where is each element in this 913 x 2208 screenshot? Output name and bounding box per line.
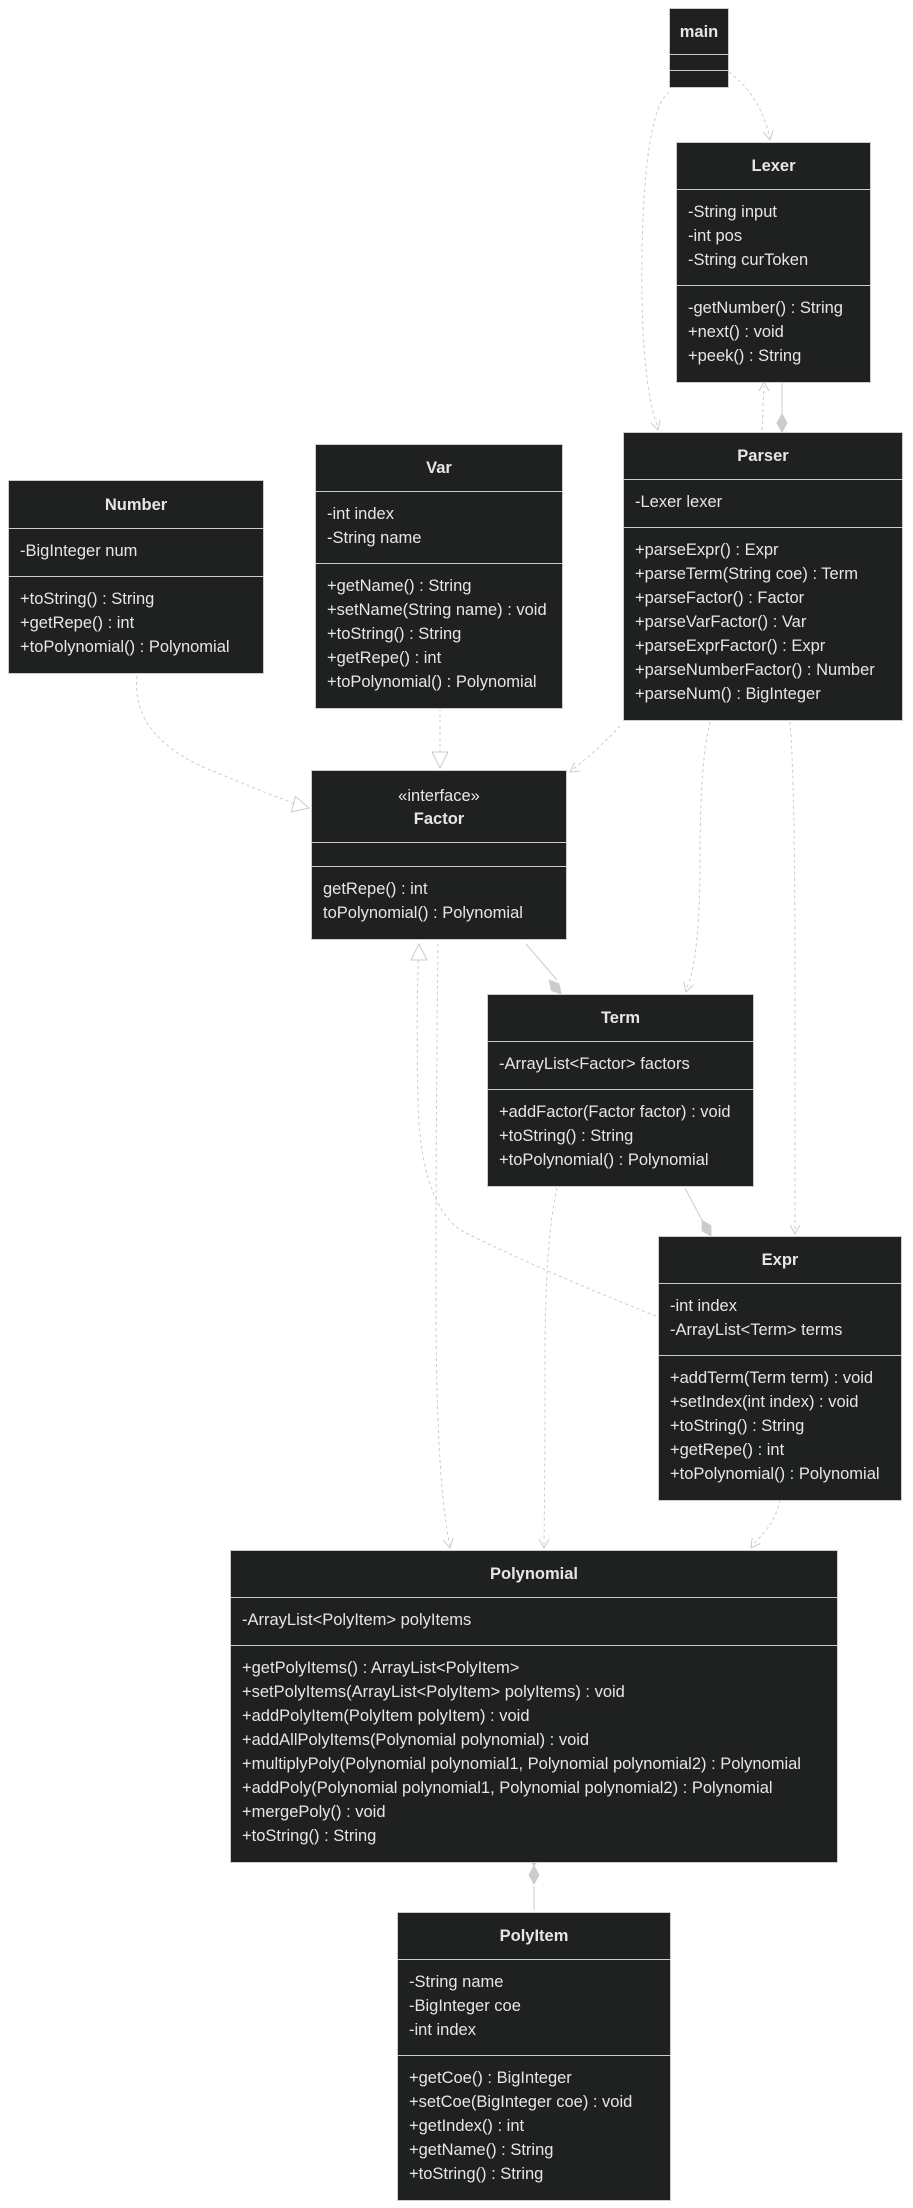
arrowhead-icon xyxy=(759,382,769,391)
class-name: Number xyxy=(104,495,168,514)
method-row: +setPolyItems(ArrayList<PolyItem> polyItems) : void xyxy=(242,1683,625,1701)
method-row: +mergePoly() : void xyxy=(242,1803,386,1821)
class-header xyxy=(670,9,728,55)
method-row: +toPolynomial() : Polynomial xyxy=(20,638,230,656)
class-header xyxy=(659,1237,901,1284)
attribute-row: -Lexer lexer xyxy=(635,493,723,511)
class-attributes-section xyxy=(677,190,870,286)
edge-term-to-polynomial-dependency-line xyxy=(544,1188,557,1546)
class-name: Var xyxy=(426,459,452,477)
class-box-expr[interactable] xyxy=(658,1236,902,1501)
method-row: +next() : void xyxy=(688,323,784,341)
class-box-main[interactable] xyxy=(669,8,729,88)
arrowhead-icon xyxy=(684,982,694,992)
class-methods-section xyxy=(231,1646,837,1862)
method-row: +peek() : String xyxy=(688,347,802,365)
class-methods-section xyxy=(670,71,728,87)
method-row: +getName() : String xyxy=(327,577,472,595)
class-box-var[interactable] xyxy=(315,444,563,709)
edge-factor-to-term-composition-line xyxy=(526,944,557,980)
class-box-parser[interactable] xyxy=(623,432,903,721)
arrowhead-icon xyxy=(539,1539,549,1548)
class-methods-section xyxy=(488,1090,753,1186)
class-attributes-section xyxy=(488,1042,753,1090)
method-row: +toString() : String xyxy=(670,1417,805,1435)
method-row: +getName() : String xyxy=(409,2141,554,2159)
method-row: +parseFactor() : Factor xyxy=(635,589,805,607)
attribute-row: -String name xyxy=(409,1973,504,1991)
method-row: +getCoe() : BigInteger xyxy=(409,2069,572,2087)
method-row: +addPolyItem(PolyItem polyItem) : void xyxy=(242,1707,530,1725)
method-row: -getNumber() : String xyxy=(688,299,843,317)
edge-expr-to-polynomial-dependency-line xyxy=(751,1500,780,1546)
attribute-row: -ArrayList<Term> terms xyxy=(670,1321,843,1339)
method-row: +addPoly(Polynomial polynomial1, Polynomial polynomial2) : Polynomial xyxy=(242,1779,773,1797)
class-methods-section xyxy=(624,528,902,720)
filled-diamond-icon xyxy=(529,1866,539,1884)
class-box-polyitem[interactable] xyxy=(397,1912,671,2201)
class-header xyxy=(398,1913,670,1960)
class-box-lexer[interactable] xyxy=(676,142,871,383)
class-header xyxy=(231,1551,837,1598)
attribute-row: -String input xyxy=(688,203,777,221)
class-header xyxy=(624,433,902,480)
class-header xyxy=(677,143,870,190)
class-name: Expr xyxy=(761,1251,799,1269)
method-row: +parseNum() : BigInteger xyxy=(635,685,821,703)
method-row: toPolynomial() : Polynomial xyxy=(323,904,523,922)
class-name: Lexer xyxy=(751,157,796,175)
method-row: +parseNumberFactor() : Number xyxy=(635,661,875,679)
edge-main-to-parser-dependency-line xyxy=(642,92,669,428)
edge-number-to-factor-realization-line xyxy=(136,676,307,808)
class-box-number[interactable] xyxy=(8,480,264,674)
method-row: +setCoe(BigInteger coe) : void xyxy=(409,2093,633,2111)
edge-parser-to-factor-dependency-line xyxy=(572,726,620,770)
class-header xyxy=(488,995,753,1042)
class-name: Factor xyxy=(413,809,465,828)
class-methods-section xyxy=(316,564,562,708)
filled-diamond-icon xyxy=(549,980,561,994)
class-attributes-section xyxy=(670,55,728,71)
method-row: +toPolynomial() : Polynomial xyxy=(327,673,537,691)
class-methods-section xyxy=(9,577,263,673)
hollow-triangle-icon xyxy=(432,752,448,768)
class-methods-section xyxy=(312,867,566,939)
edge-term-to-expr-composition-line xyxy=(685,1188,703,1222)
method-row: +addAllPolyItems(Polynomial polynomial) : void xyxy=(242,1731,590,1749)
class-name: Polynomial xyxy=(489,1565,579,1583)
arrowhead-icon xyxy=(751,1538,760,1548)
arrowhead-icon xyxy=(763,130,773,140)
class-box-factor[interactable] xyxy=(311,770,567,940)
method-row: +toString() : String xyxy=(242,1827,377,1845)
edge-parser-to-lexer-dependency-line xyxy=(762,386,764,430)
filled-diamond-icon xyxy=(702,1220,711,1236)
method-row: +multiplyPoly(Polynomial polynomial1, Polynomial polynomial2) : Polynomial xyxy=(242,1755,801,1773)
arrowhead-icon xyxy=(443,1538,453,1548)
attribute-row: -BigInteger num xyxy=(20,542,138,560)
class-name: PolyItem xyxy=(499,1927,569,1945)
class-name: Term xyxy=(600,1009,641,1027)
method-row: +parseVarFactor() : Var xyxy=(635,613,807,631)
class-box-term[interactable] xyxy=(487,994,754,1187)
method-row: +addFactor(Factor factor) : void xyxy=(499,1103,731,1121)
hollow-triangle-icon xyxy=(411,944,427,960)
method-row: +getRepe() : int xyxy=(670,1441,785,1459)
class-attributes-section xyxy=(312,843,566,867)
class-attributes-section xyxy=(659,1284,901,1356)
attribute-row: -String curToken xyxy=(688,251,809,269)
method-row: +toString() : String xyxy=(20,590,155,608)
attribute-row: -BigInteger coe xyxy=(409,1997,521,2015)
method-row: +getRepe() : int xyxy=(20,614,135,632)
class-methods-section xyxy=(398,2056,670,2200)
class-stereotype: «interface» xyxy=(398,786,480,805)
class-name: main xyxy=(679,22,719,41)
class-attributes-section xyxy=(624,480,902,528)
method-row: +setIndex(int index) : void xyxy=(670,1393,859,1411)
attribute-row: -int index xyxy=(670,1297,737,1315)
method-row: +toPolynomial() : Polynomial xyxy=(499,1151,709,1169)
edge-parser-to-term-dependency-line xyxy=(686,722,710,990)
class-box-polynomial[interactable] xyxy=(230,1550,838,1863)
arrowhead-icon xyxy=(790,1225,800,1234)
method-row: +parseExpr() : Expr xyxy=(635,541,779,559)
arrowhead-icon xyxy=(570,763,580,772)
class-header xyxy=(9,481,263,529)
class-header xyxy=(316,445,562,492)
attribute-row: -String name xyxy=(327,529,422,547)
attribute-row: -int index xyxy=(409,2021,476,2039)
method-row: +setName(String name) : void xyxy=(327,601,547,619)
class-attributes-section xyxy=(231,1598,837,1646)
arrowhead-icon xyxy=(651,420,661,430)
edge-parser-to-expr-dependency-line xyxy=(790,722,795,1232)
method-row: +getRepe() : int xyxy=(327,649,442,667)
method-row: +toString() : String xyxy=(409,2165,544,2183)
filled-diamond-icon xyxy=(777,414,787,432)
class-name: Parser xyxy=(737,447,789,465)
class-methods-section xyxy=(659,1356,901,1500)
attribute-row: -int pos xyxy=(688,227,743,245)
method-row: +toString() : String xyxy=(499,1127,634,1145)
hollow-triangle-icon xyxy=(292,796,309,812)
method-row: +addTerm(Term term) : void xyxy=(670,1369,874,1387)
class-attributes-section xyxy=(316,492,562,564)
method-row: +parseExprFactor() : Expr xyxy=(635,637,826,655)
edge-main-to-lexer-dependency-line xyxy=(729,72,770,138)
attribute-row: -ArrayList<PolyItem> polyItems xyxy=(242,1611,472,1629)
method-row: +parseTerm(String coe) : Term xyxy=(635,565,858,583)
class-methods-section xyxy=(677,286,870,382)
attribute-row: -ArrayList<Factor> factors xyxy=(499,1055,690,1073)
method-row: +getPolyItems() : ArrayList<PolyItem> xyxy=(242,1659,520,1677)
attribute-row: -int index xyxy=(327,505,394,523)
method-row: +toString() : String xyxy=(327,625,462,643)
class-attributes-section xyxy=(9,529,263,577)
edge-factor-to-polynomial-dependency-line xyxy=(436,944,450,1546)
method-row: +getIndex() : int xyxy=(409,2117,525,2135)
class-attributes-section xyxy=(398,1960,670,2056)
class-header xyxy=(312,771,566,843)
method-row: +toPolynomial() : Polynomial xyxy=(670,1465,880,1483)
method-row: getRepe() : int xyxy=(323,880,428,898)
